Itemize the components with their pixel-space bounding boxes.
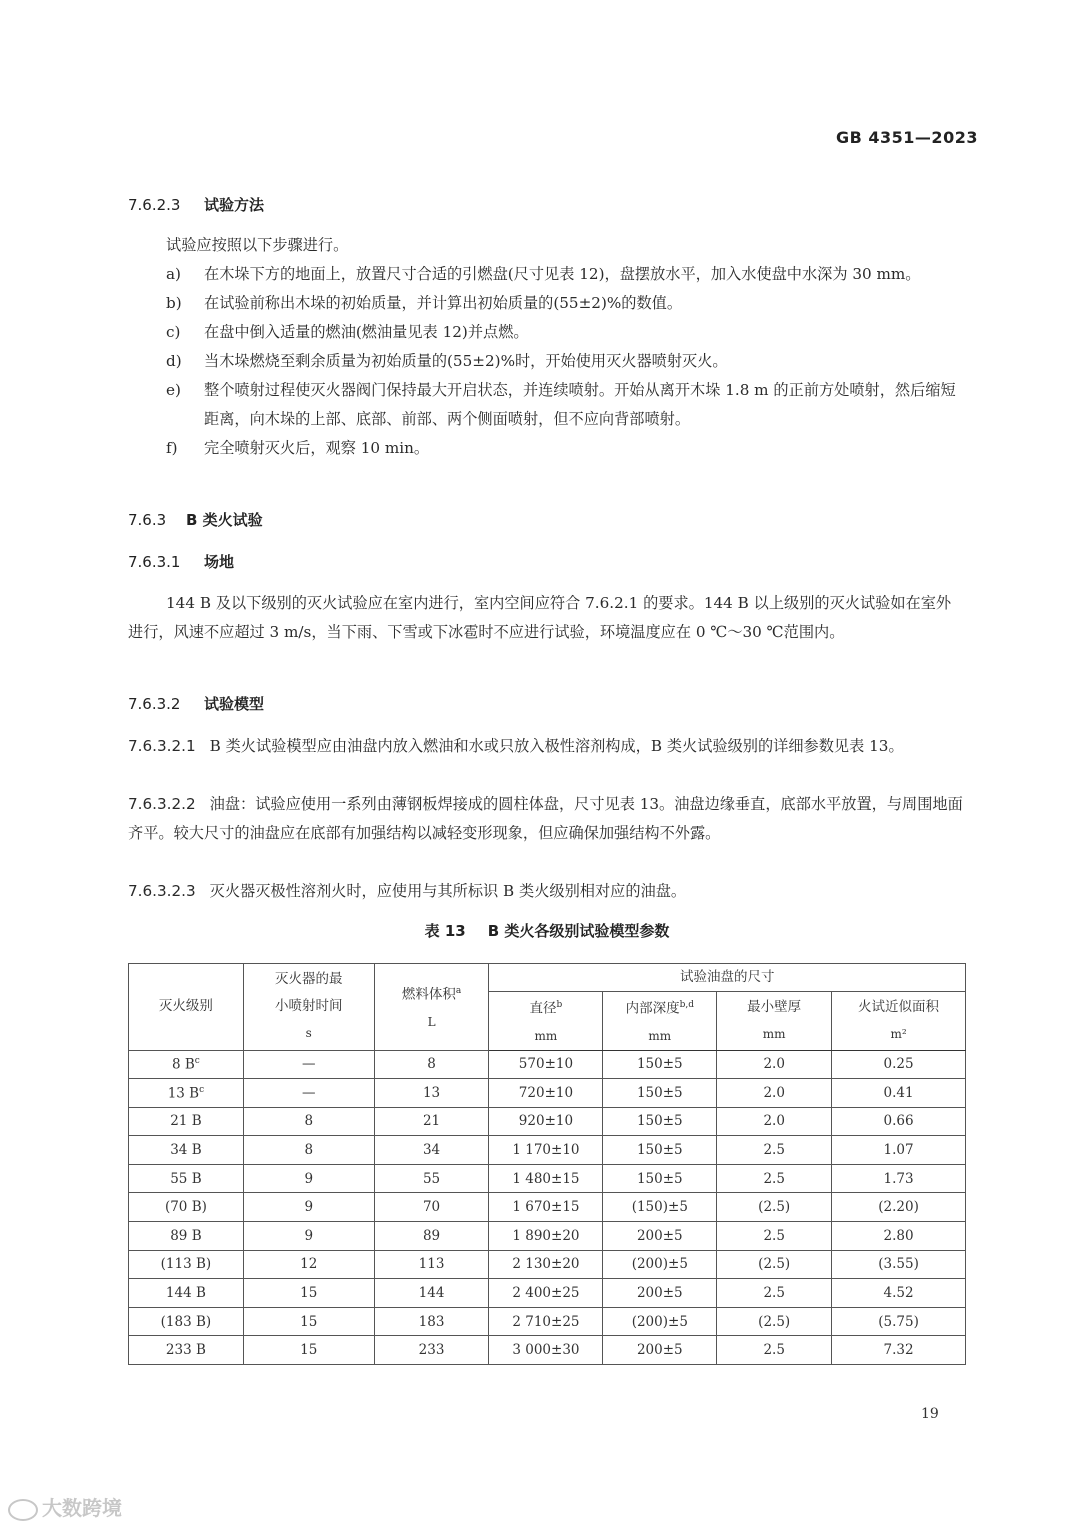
cell-diameter: 1 480±15 (489, 1164, 603, 1193)
cell-time: 9 (243, 1164, 374, 1193)
cell-rating: 233 B (129, 1336, 244, 1365)
cell-area: 0.25 (832, 1050, 966, 1079)
cell-depth: (150)±5 (603, 1193, 717, 1222)
list-item (166, 347, 966, 376)
cell-diameter: 1 170±10 (489, 1136, 603, 1165)
cell-area: (5.75) (832, 1307, 966, 1336)
section-heading-7-6-3-2 (128, 693, 264, 714)
cell-time: 12 (243, 1250, 374, 1279)
cell-depth: 150±5 (603, 1107, 717, 1136)
table-row (129, 1279, 966, 1308)
list-marker: d) (166, 352, 182, 370)
table-body (129, 1050, 966, 1365)
clause-text: 油盘：试验应使用一系列由薄钢板焊接成的圆柱体盘，尺寸见表 13。油盘边缘垂直，底部水平放置，与周围地面齐平。较大尺寸的油盘应在底部有加强结构以减轻变形现象，但应确保加强结构不外露。 (128, 795, 963, 842)
cell-rating: 13 $B^c$ (129, 1079, 244, 1108)
clause-number: 7.6.3.2.2 (128, 795, 196, 813)
table-13 (128, 963, 966, 1365)
cell-time: 15 (243, 1336, 374, 1365)
header-discharge-time: 灭火器的最 小喷射时间 s (243, 964, 374, 1051)
cell-diameter: 1 890±20 (489, 1222, 603, 1251)
list-text: 在试验前称出木垛的初始质量，并计算出初始质量的(55±2)%的数值。 (204, 294, 683, 312)
cell-diameter: 920±10 (489, 1107, 603, 1136)
cell-diameter: 720±10 (489, 1079, 603, 1108)
table-row (129, 1079, 966, 1108)
cell-wall: 2.5 (717, 1222, 832, 1251)
list-item (166, 289, 966, 318)
watermark (8, 1492, 122, 1521)
cell-fuel: 144 (374, 1279, 489, 1308)
section-title: B 类火试验 (186, 511, 263, 529)
section-number: 7.6.2.3 (128, 196, 181, 214)
section-title: 试验方法 (204, 196, 265, 214)
cell-rating: 144 B (129, 1279, 244, 1308)
cell-time: 9 (243, 1222, 374, 1251)
list-text: 完全喷射灭火后，观察 10 min。 (204, 439, 430, 457)
cell-time: — (243, 1050, 374, 1079)
list-item (166, 376, 966, 434)
clause-number: 7.6.3.2.3 (128, 882, 196, 900)
cell-depth: (200)±5 (603, 1307, 717, 1336)
header-wall-thickness: 最小壁厚 mm (717, 992, 832, 1051)
cell-rating: (183 B) (129, 1307, 244, 1336)
list-text: 当木垛燃烧至剩余质量为初始质量的(55±2)%时，开始使用灭火器喷射灭火。 (204, 352, 728, 370)
clause-number: 7.6.3.2.1 (128, 737, 196, 755)
watermark-text: 大数跨境 (42, 1496, 122, 1520)
cell-fuel: 13 (374, 1079, 489, 1108)
page-number: 19 (921, 1406, 939, 1422)
cell-wall: (2.5) (717, 1250, 832, 1279)
table-row (129, 1164, 966, 1193)
list-item (166, 318, 966, 347)
cell-time: 15 (243, 1307, 374, 1336)
table-row (129, 1193, 966, 1222)
table-caption (128, 920, 966, 941)
section-heading-7-6-3 (128, 509, 263, 530)
table-row (129, 1136, 966, 1165)
cell-time: — (243, 1079, 374, 1108)
list-marker: c) (166, 323, 181, 341)
header-depth: 内部深度$^{b,d}$ mm (603, 992, 717, 1051)
cell-area: 4.52 (832, 1279, 966, 1308)
cell-fuel: 89 (374, 1222, 489, 1251)
cell-diameter: 2 400±25 (489, 1279, 603, 1308)
cell-diameter: 570±10 (489, 1050, 603, 1079)
cell-wall: 2.5 (717, 1336, 832, 1365)
cell-rating: (113 B) (129, 1250, 244, 1279)
clause-7-6-3-2-1 (128, 732, 966, 761)
section-number: 7.6.3.1 (128, 553, 181, 571)
list-text: 在盘中倒入适量的燃油(燃油量见表 12)并点燃。 (204, 323, 529, 341)
cell-rating: 21 B (129, 1107, 244, 1136)
cell-area: (3.55) (832, 1250, 966, 1279)
cell-depth: 200±5 (603, 1336, 717, 1365)
section-number: 7.6.3.2 (128, 695, 181, 713)
procedure-intro: 试验应按照以下步骤进行。 (166, 236, 349, 254)
cell-fuel: 21 (374, 1107, 489, 1136)
cell-time: 8 (243, 1107, 374, 1136)
cell-wall: (2.5) (717, 1193, 832, 1222)
clause-text: 灭火器灭极性溶剂火时，应使用与其所标识 B 类火级别相对应的油盘。 (209, 882, 687, 900)
list-marker: f) (166, 439, 178, 457)
site-paragraph: 144 B 及以下级别的灭火试验应在室内进行，室内空间应符合 7.6.2.1 的要求。144 B 以上级别的灭火试验如在室外进行，风速不应超过 3 m/s，当下雨、下雪或下冰雹时不应进行试验，环境温度应在 0 ℃～30 ℃范围内。 (128, 594, 952, 641)
cell-depth: 150±5 (603, 1079, 717, 1108)
cell-wall: 2.0 (717, 1079, 832, 1108)
cell-time: 9 (243, 1193, 374, 1222)
watermark-logo-icon (8, 1499, 38, 1521)
clause-7-6-3-2-3 (128, 877, 966, 906)
table-caption-title: B 类火各级别试验模型参数 (487, 922, 670, 940)
cell-area: 0.41 (832, 1079, 966, 1108)
cell-rating: 8 $B^c$ (129, 1050, 244, 1079)
table-row (129, 1222, 966, 1251)
cell-fuel: 183 (374, 1307, 489, 1336)
cell-diameter: 1 670±15 (489, 1193, 603, 1222)
standard-number: GB 4351—2023 (836, 128, 978, 147)
cell-area: (2.20) (832, 1193, 966, 1222)
list-text: 整个喷射过程使灭火器阀门保持最大开启状态，并连续喷射。开始从离开木垛 1.8 m 的正前方处喷射，然后缩短距离，向木垛的上部、底部、前部、两个侧面喷射，但不应向背部喷射。 (204, 381, 956, 428)
table-row (129, 1050, 966, 1079)
table-row (129, 1336, 966, 1365)
cell-time: 15 (243, 1279, 374, 1308)
cell-wall: 2.0 (717, 1050, 832, 1079)
cell-depth: 200±5 (603, 1222, 717, 1251)
list-marker: b) (166, 294, 182, 312)
list-marker: e) (166, 381, 181, 399)
cell-fuel: 113 (374, 1250, 489, 1279)
table-caption-number: 表 13 (424, 922, 466, 940)
cell-fuel: 233 (374, 1336, 489, 1365)
procedure-list (166, 260, 966, 463)
cell-wall: (2.5) (717, 1307, 832, 1336)
cell-rating: 89 B (129, 1222, 244, 1251)
cell-diameter: 3 000±30 (489, 1336, 603, 1365)
section-title: 试验模型 (204, 695, 265, 713)
cell-area: 0.66 (832, 1107, 966, 1136)
cell-fuel: 55 (374, 1164, 489, 1193)
header-tray-dimensions: 试验油盘的尺寸 (489, 964, 966, 992)
cell-time: 8 (243, 1136, 374, 1165)
list-text: 在木垛下方的地面上，放置尺寸合适的引燃盘(尺寸见表 12)，盘摆放水平，加入水使盘中水深为 30 mm。 (204, 265, 921, 283)
cell-fuel: 70 (374, 1193, 489, 1222)
cell-rating: (70 B) (129, 1193, 244, 1222)
cell-area: 7.32 (832, 1336, 966, 1365)
section-heading-7-6-2-3 (128, 194, 264, 215)
clause-text: B 类火试验模型应由油盘内放入燃油和水或只放入极性溶剂构成，B 类火试验级别的详细参数见表 13。 (209, 737, 904, 755)
header-fuel-volume: 燃料体积$^a$ L (374, 964, 489, 1051)
cell-diameter: 2 710±25 (489, 1307, 603, 1336)
table-row (129, 1307, 966, 1336)
cell-wall: 2.5 (717, 1279, 832, 1308)
header-fire-area: 火试近似面积 m² (832, 992, 966, 1051)
list-item (166, 260, 966, 289)
list-item (166, 434, 966, 463)
header-diameter: 直径$^b$ mm (489, 992, 603, 1051)
clause-7-6-3-2-2 (128, 790, 966, 848)
cell-area: 2.80 (832, 1222, 966, 1251)
cell-depth: 150±5 (603, 1164, 717, 1193)
cell-area: 1.07 (832, 1136, 966, 1165)
cell-wall: 2.0 (717, 1107, 832, 1136)
section-number: 7.6.3 (128, 511, 167, 529)
cell-depth: (200)±5 (603, 1250, 717, 1279)
section-heading-7-6-3-1 (128, 551, 234, 572)
cell-depth: 150±5 (603, 1050, 717, 1079)
cell-fuel: 34 (374, 1136, 489, 1165)
cell-depth: 200±5 (603, 1279, 717, 1308)
table-row (129, 1107, 966, 1136)
cell-depth: 150±5 (603, 1136, 717, 1165)
table-row (129, 1250, 966, 1279)
list-marker: a) (166, 265, 181, 283)
cell-wall: 2.5 (717, 1136, 832, 1165)
cell-area: 1.73 (832, 1164, 966, 1193)
header-rating: 灭火级别 (129, 964, 244, 1051)
cell-diameter: 2 130±20 (489, 1250, 603, 1279)
section-title: 场地 (204, 553, 235, 571)
cell-wall: 2.5 (717, 1164, 832, 1193)
cell-rating: 55 B (129, 1164, 244, 1193)
cell-rating: 34 B (129, 1136, 244, 1165)
cell-fuel: 8 (374, 1050, 489, 1079)
